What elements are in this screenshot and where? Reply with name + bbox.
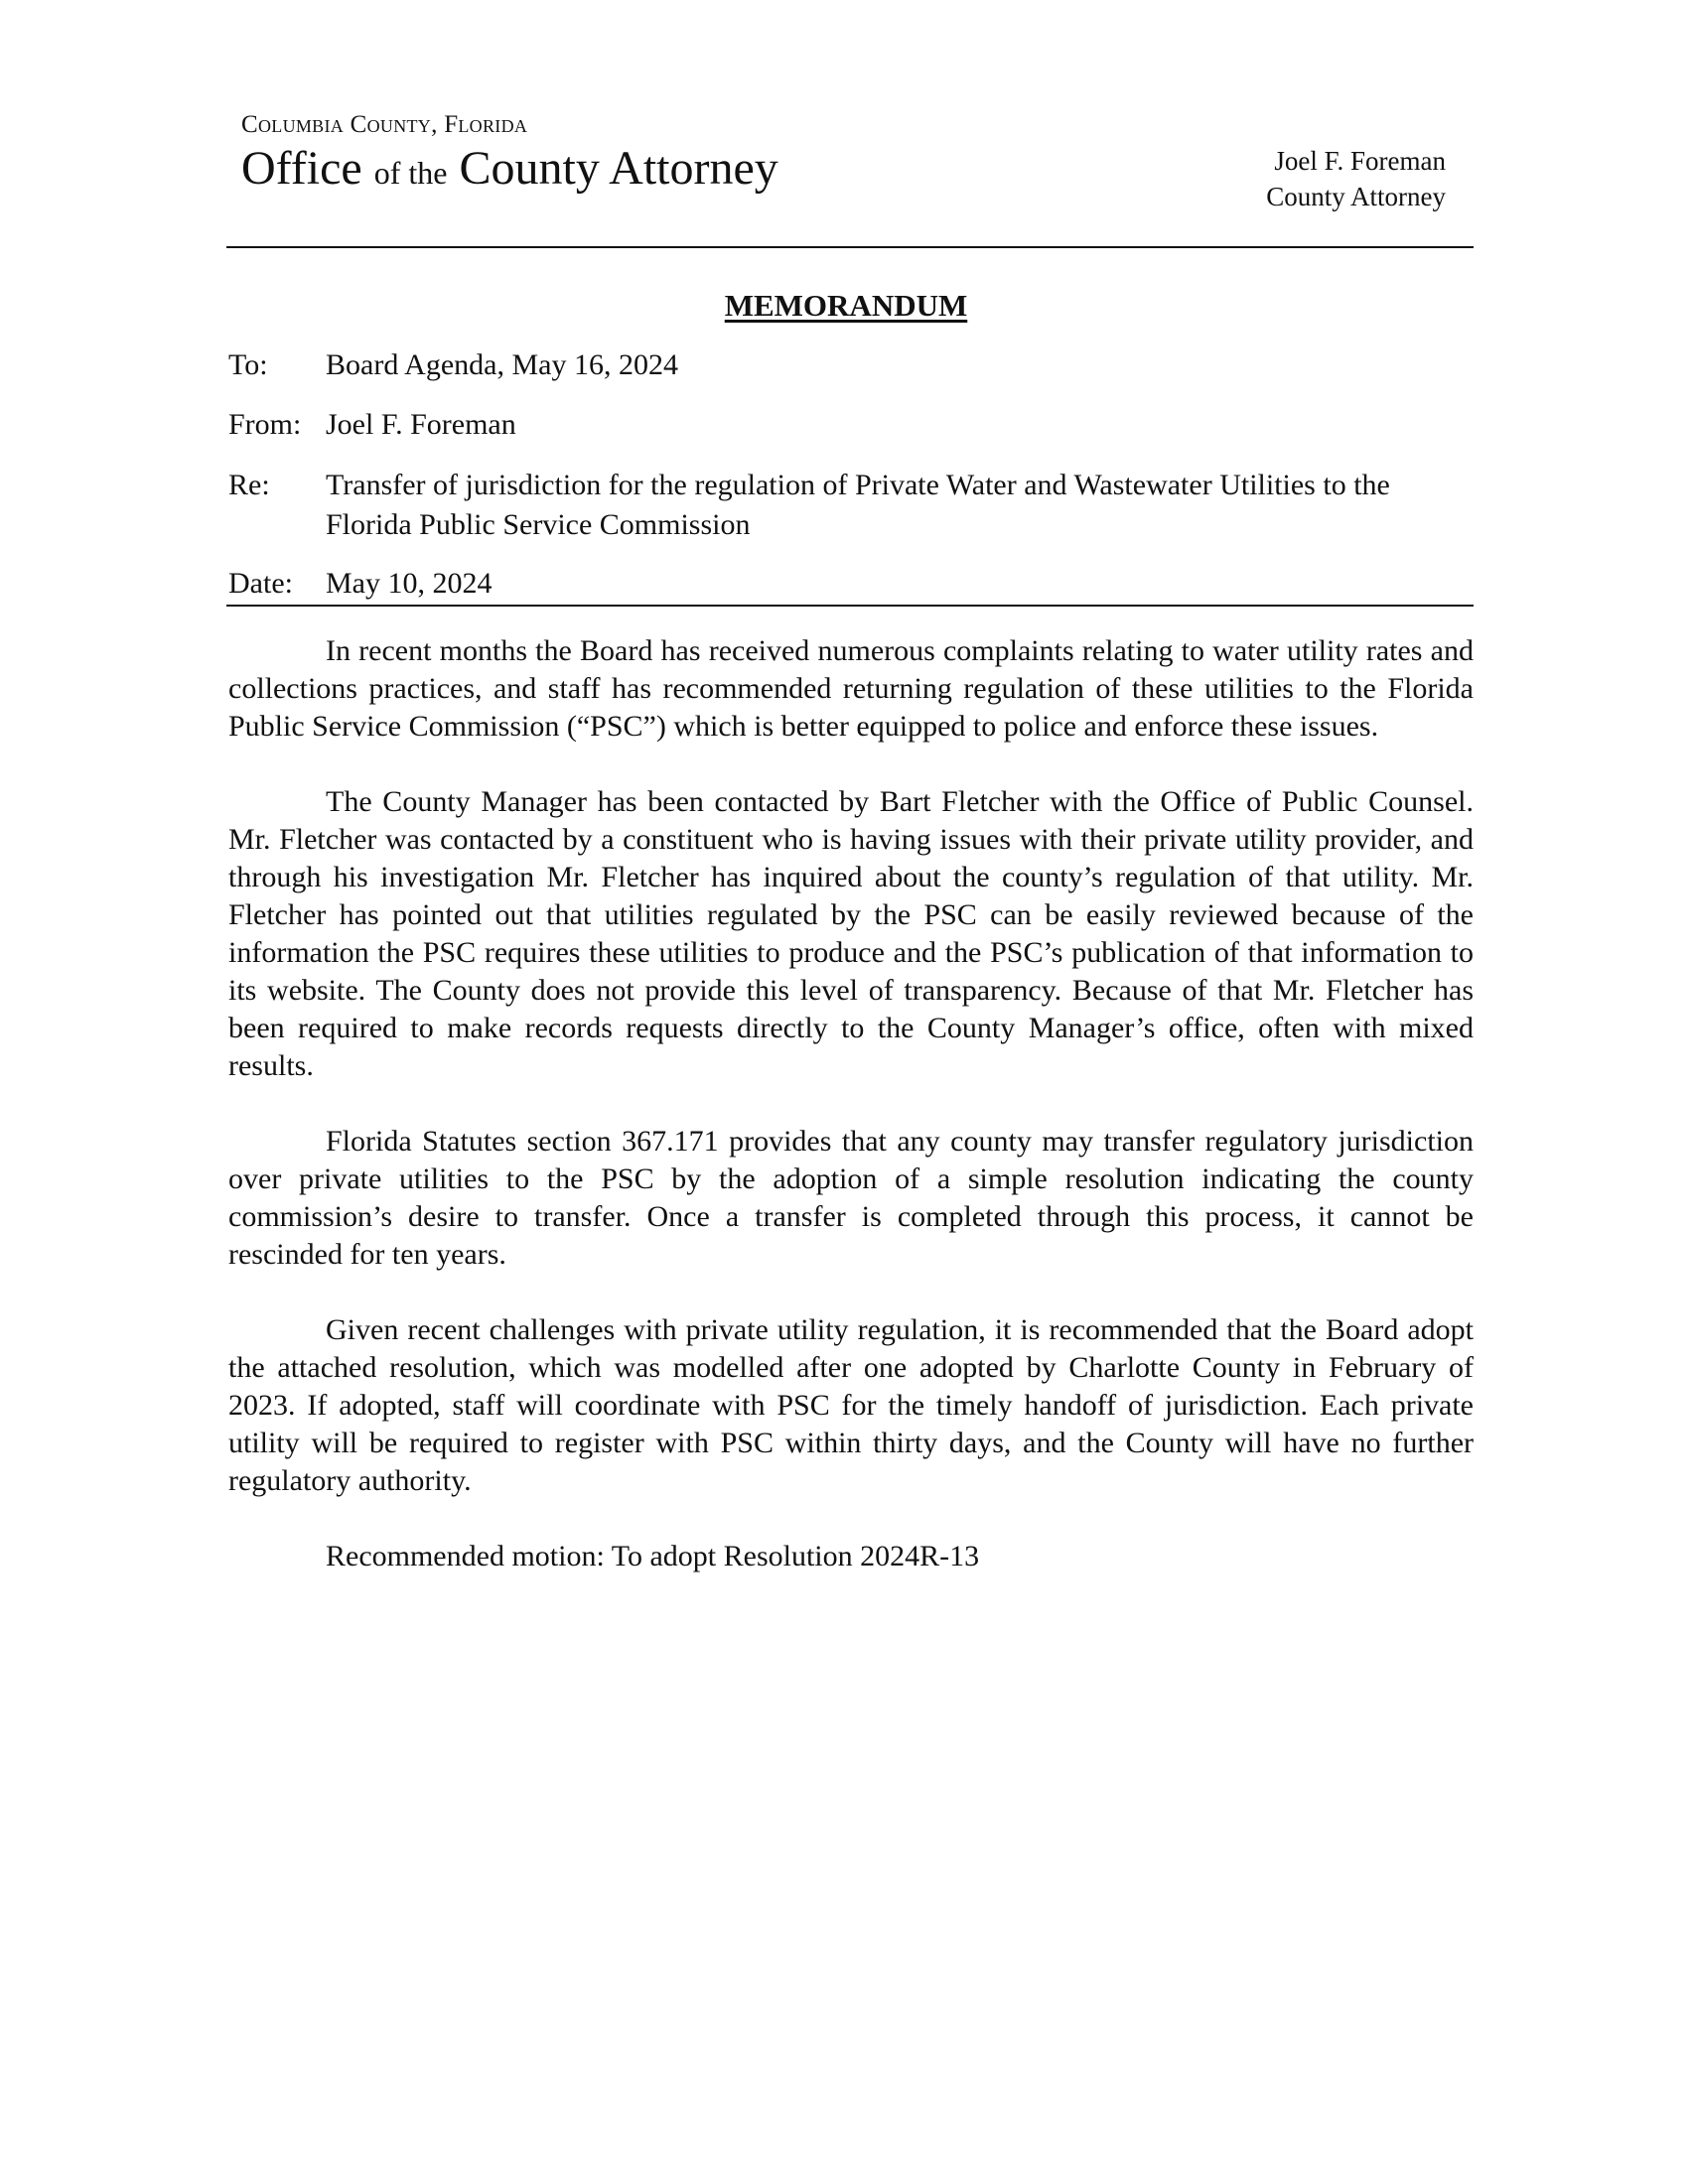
office-title-connector: of the [373, 155, 448, 191]
from-label: From: [228, 408, 302, 441]
attorney-title: County Attorney [1266, 182, 1446, 211]
office-title-part2: County Attorney [459, 142, 778, 195]
letterhead-office-title [241, 143, 778, 196]
re-label: Re: [228, 469, 270, 501]
memo-body [228, 632, 1474, 1575]
memo-re-row [228, 466, 326, 505]
memo-from-row [228, 405, 516, 445]
date-value: May 10, 2024 [326, 567, 493, 600]
header-divider [226, 605, 1474, 607]
recommended-motion: Recommended motion: To adopt Resolution 2024R-13 [326, 1540, 980, 1572]
attorney-name: Joel F. Foreman [1274, 146, 1446, 176]
body-paragraph: In recent months the Board has received numerous complaints relating to water utility rates and collections practices, and staff has recommended returning regulation of these utilities to the Florida Public Service Commission (“PSC”) which is better equipped to police and enforce these issues. [228, 634, 1474, 743]
to-label: To: [228, 348, 268, 381]
letterhead-divider [226, 246, 1474, 248]
date-label: Date: [228, 567, 293, 600]
to-value: Board Agenda, May 16, 2024 [326, 348, 678, 381]
letterhead-county: Columbia County, Florida [241, 111, 528, 138]
memo-title: MEMORANDUM [724, 288, 968, 323]
body-paragraph: Florida Statutes section 367.171 provides that any county may transfer regulatory jurisdiction over private utilities to the PSC by the adoption of a simple resolution indicating the county commission’s desire to transfer. Once a transfer is completed through this process, it cannot be rescinded for ten years. [228, 1125, 1474, 1271]
from-value: Joel F. Foreman [326, 408, 516, 441]
office-title-part1: Office [241, 142, 362, 195]
memo-date-row [228, 564, 493, 604]
re-value: Transfer of jurisdiction for the regulation of Private Water and Wastewater Utilities to the Florida Public Service Commission [326, 469, 1390, 541]
memo-to-row [228, 345, 678, 385]
body-paragraph: Given recent challenges with private utility regulation, it is recommended that the Board adopt the attached resolution, which was modelled after one adopted by Charlotte County in February of 2023. If adopted, staff will coordinate with PSC for the timely handoff of jurisdiction. Each private utility will be required to register with PSC within thirty days, and the County will have no further regulatory authority. [228, 1313, 1474, 1497]
body-paragraph: The County Manager has been contacted by Bart Fletcher with the Office of Public Counsel. Mr. Fletcher was contacted by a constituent who is having issues with their private utility provider, and through his investigation Mr. Fletcher has inquired about the county’s regulation of that utility. Mr. Fletcher has pointed out that utilities regulated by the PSC can be easily reviewed because of the information the PSC requires these utilities to produce and the PSC’s publication of that information to its website. The County does not provide this level of transparency. Because of that Mr. Fletcher has been required to make records requests directly to the County Manager’s office, often with mixed results. [228, 785, 1474, 1082]
letterhead-attorney-block [1128, 143, 1446, 214]
